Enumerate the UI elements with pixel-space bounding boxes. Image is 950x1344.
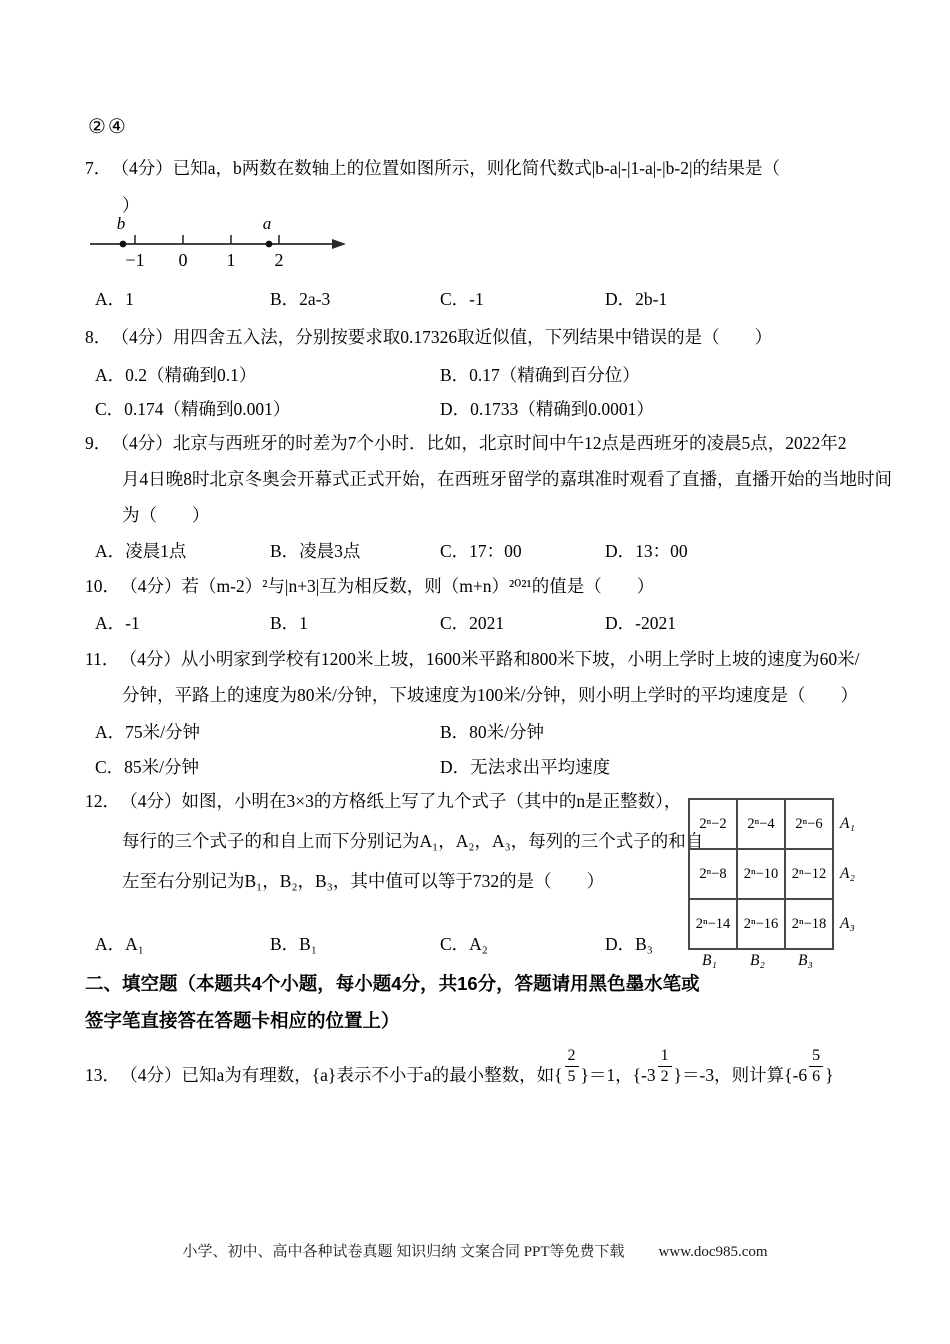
grid-col-label-b3: B₃ bbox=[798, 952, 813, 969]
option-q10-d: D．-2021 bbox=[605, 613, 676, 633]
option-q9-c: C．17：00 bbox=[440, 541, 522, 561]
option-q7-b: B．2a-3 bbox=[270, 289, 331, 309]
point-b-dot bbox=[120, 241, 127, 248]
option-q8-c: C．0.174（精确到0.001） bbox=[95, 399, 291, 419]
fraction-2-5-denominator: 5 bbox=[567, 1068, 576, 1085]
option-q12-b: B．B₁ bbox=[270, 934, 317, 954]
option-q11-c: C．85米/分钟 bbox=[95, 757, 200, 777]
footer-link[interactable]: www.doc985.com bbox=[658, 1244, 768, 1260]
question-12-line-3: 左至右分别记为B₁，B₂，B₃，其中值可以等于732的是（ ） bbox=[122, 871, 605, 891]
numberline-figure bbox=[88, 214, 358, 281]
grid-cell-r3c1: 2ⁿ−14 bbox=[689, 899, 737, 949]
question-12-line-2: 每行的三个式子的和自上而下分别记为A₁，A₂，A₃，每列的三个式子的和自 bbox=[122, 831, 704, 851]
question-7-line-1 bbox=[85, 157, 780, 181]
grid-cell-r3c3: 2ⁿ−18 bbox=[785, 899, 833, 949]
option-q12-d: D．B₃ bbox=[605, 934, 653, 954]
point-a-label: a bbox=[262, 214, 272, 233]
grid-cell-r2c3: 2ⁿ−12 bbox=[785, 849, 833, 899]
grid-cell-r1c1: 2ⁿ−2 bbox=[689, 799, 737, 849]
option-q8-b: B．0.17（精确到百分位） bbox=[440, 365, 640, 385]
footer-text: 小学、初中、高中各种试卷真题 知识归纳 文案合同 PPT等免费下载 bbox=[182, 1244, 625, 1260]
grid-row-label-a2: A₂ bbox=[840, 865, 855, 882]
fraction-1-2-numerator: 1 bbox=[658, 1048, 672, 1067]
question-13-seg-4: } bbox=[825, 1065, 834, 1085]
question-12-line-1 bbox=[85, 790, 681, 814]
fraction-5-6-numerator: 5 bbox=[809, 1048, 823, 1067]
fraction-1-2 bbox=[658, 1048, 672, 1085]
option-q7-d: D．2b-1 bbox=[605, 289, 668, 309]
tick-label-neg1: −1 bbox=[125, 250, 145, 270]
question-9-line-1 bbox=[85, 432, 847, 456]
option-q10-c: C．2021 bbox=[440, 613, 505, 633]
section-2-header-line-2: 签字笔直接答在答题卡相应的位置上） bbox=[85, 1010, 400, 1031]
numberline-arrowhead bbox=[332, 239, 346, 249]
option-q12-a: A．A₁ bbox=[95, 934, 144, 954]
grid-row-label-a3: A₃ bbox=[840, 915, 855, 932]
footer bbox=[0, 1240, 950, 1261]
grid-cell-r3c2: 2ⁿ−16 bbox=[737, 899, 785, 949]
tick-label-1: 1 bbox=[226, 250, 236, 270]
grid-cell-r1c2: 2ⁿ−4 bbox=[737, 799, 785, 849]
fraction-2-5-numerator: 2 bbox=[565, 1048, 579, 1067]
answer-marks: ②④ bbox=[88, 116, 128, 138]
numberline-svg bbox=[88, 214, 358, 276]
question-10-line-1 bbox=[85, 575, 654, 599]
fraction-1-2-denominator: 2 bbox=[660, 1068, 669, 1085]
grid-row-label-a1: A₁ bbox=[840, 815, 855, 832]
section-2-header-line-1: 二、填空题（本题共4个小题，每小题4分，共16分，答题请用黑色墨水笔或 bbox=[85, 973, 700, 994]
fraction-5-6 bbox=[809, 1048, 823, 1085]
question-11-stem-1: （4分）从小明家到学校有1200米上坡，1600米平路和800米下坡，小明上学时上坡的速度为60米/ bbox=[128, 649, 860, 669]
question-13-seg-3: }＝-3，则计算{-6 bbox=[673, 1065, 808, 1085]
question-8-stem: （4分）用四舍五入法，分别按要求取0.17326取近似值，下列结果中错误的是（ ） bbox=[120, 327, 773, 347]
question-11-number: 11． bbox=[85, 649, 120, 669]
grid-col-label-b2: B₂ bbox=[750, 952, 765, 969]
question-12-stem-1: （4分）如图，小明在3×3的方格纸上写了九个式子（其中的n是正整数）， bbox=[129, 791, 682, 811]
question-7-number: 7． bbox=[85, 158, 112, 178]
tick-label-0: 0 bbox=[178, 250, 188, 270]
question-13-line bbox=[85, 1048, 834, 1085]
grid-figure bbox=[688, 798, 868, 978]
question-13-seg-1: （4分）已知a为有理数，{a}表示不小于a的最小整数，如{ bbox=[129, 1065, 563, 1085]
tick-label-2: 2 bbox=[274, 250, 284, 270]
option-q11-d: D．无法求出平均速度 bbox=[440, 757, 611, 777]
question-7-stem: （4分）已知a，b两数在数轴上的位置如图所示，则化简代数式|b-a|-|1-a|-|b-2|的结果是（ bbox=[120, 158, 780, 178]
option-q10-b: B．1 bbox=[270, 613, 308, 633]
question-10-stem: （4分）若（m-2）²与|n+3|互为相反数，则（m+n）²⁰²¹的值是（ ） bbox=[129, 576, 655, 596]
grid-col-label-b1: B₁ bbox=[702, 952, 717, 969]
point-a-dot bbox=[266, 241, 273, 248]
grid-cell-r2c1: 2ⁿ−8 bbox=[689, 849, 737, 899]
question-10-number: 10． bbox=[85, 576, 120, 596]
option-q9-a: A．凌晨1点 bbox=[95, 541, 187, 561]
point-b-label: b bbox=[116, 214, 126, 233]
option-q11-a: A．75米/分钟 bbox=[95, 722, 200, 742]
fraction-5-6-denominator: 6 bbox=[812, 1068, 821, 1085]
question-8-number: 8． bbox=[85, 327, 112, 347]
grid-cell-r2c2: 2ⁿ−10 bbox=[737, 849, 785, 899]
question-9-line-3: 为（ ） bbox=[122, 505, 210, 525]
option-q7-c: C．-1 bbox=[440, 289, 484, 309]
question-13-number: 13． bbox=[85, 1065, 120, 1085]
fraction-2-5 bbox=[565, 1048, 579, 1085]
question-9-stem-1: （4分）北京与西班牙的时差为7个小时．比如，北京时间中午12点是西班牙的凌晨5点，2022年2 bbox=[120, 433, 847, 453]
question-11-line-1 bbox=[85, 648, 859, 672]
question-12-number: 12． bbox=[85, 791, 120, 811]
option-q12-c: C．A₂ bbox=[440, 934, 488, 954]
question-13-seg-2: }＝1，{-3 bbox=[580, 1065, 656, 1085]
option-q7-a: A．1 bbox=[95, 289, 134, 309]
grid-table bbox=[688, 798, 834, 950]
option-q8-d: D．0.1733（精确到0.0001） bbox=[440, 399, 654, 419]
question-9-line-2: 月4日晚8时北京冬奥会开幕式正式开始，在西班牙留学的嘉琪准时观看了直播，直播开始的当地时间 bbox=[122, 469, 892, 489]
grid-cell-r1c3: 2ⁿ−6 bbox=[785, 799, 833, 849]
option-q9-d: D．13：00 bbox=[605, 541, 688, 561]
option-q10-a: A．-1 bbox=[95, 613, 140, 633]
question-8-line-1 bbox=[85, 326, 772, 350]
question-11-line-2: 分钟，平路上的速度为80米/分钟，下坡速度为100米/分钟，则小明上学时的平均速度是（ ） bbox=[122, 685, 858, 705]
option-q11-b: B．80米/分钟 bbox=[440, 722, 545, 742]
question-9-number: 9． bbox=[85, 433, 112, 453]
question-7-line-2: ） bbox=[122, 195, 140, 215]
option-q8-a: A．0.2（精确到0.1） bbox=[95, 365, 257, 385]
option-q9-b: B．凌晨3点 bbox=[270, 541, 361, 561]
